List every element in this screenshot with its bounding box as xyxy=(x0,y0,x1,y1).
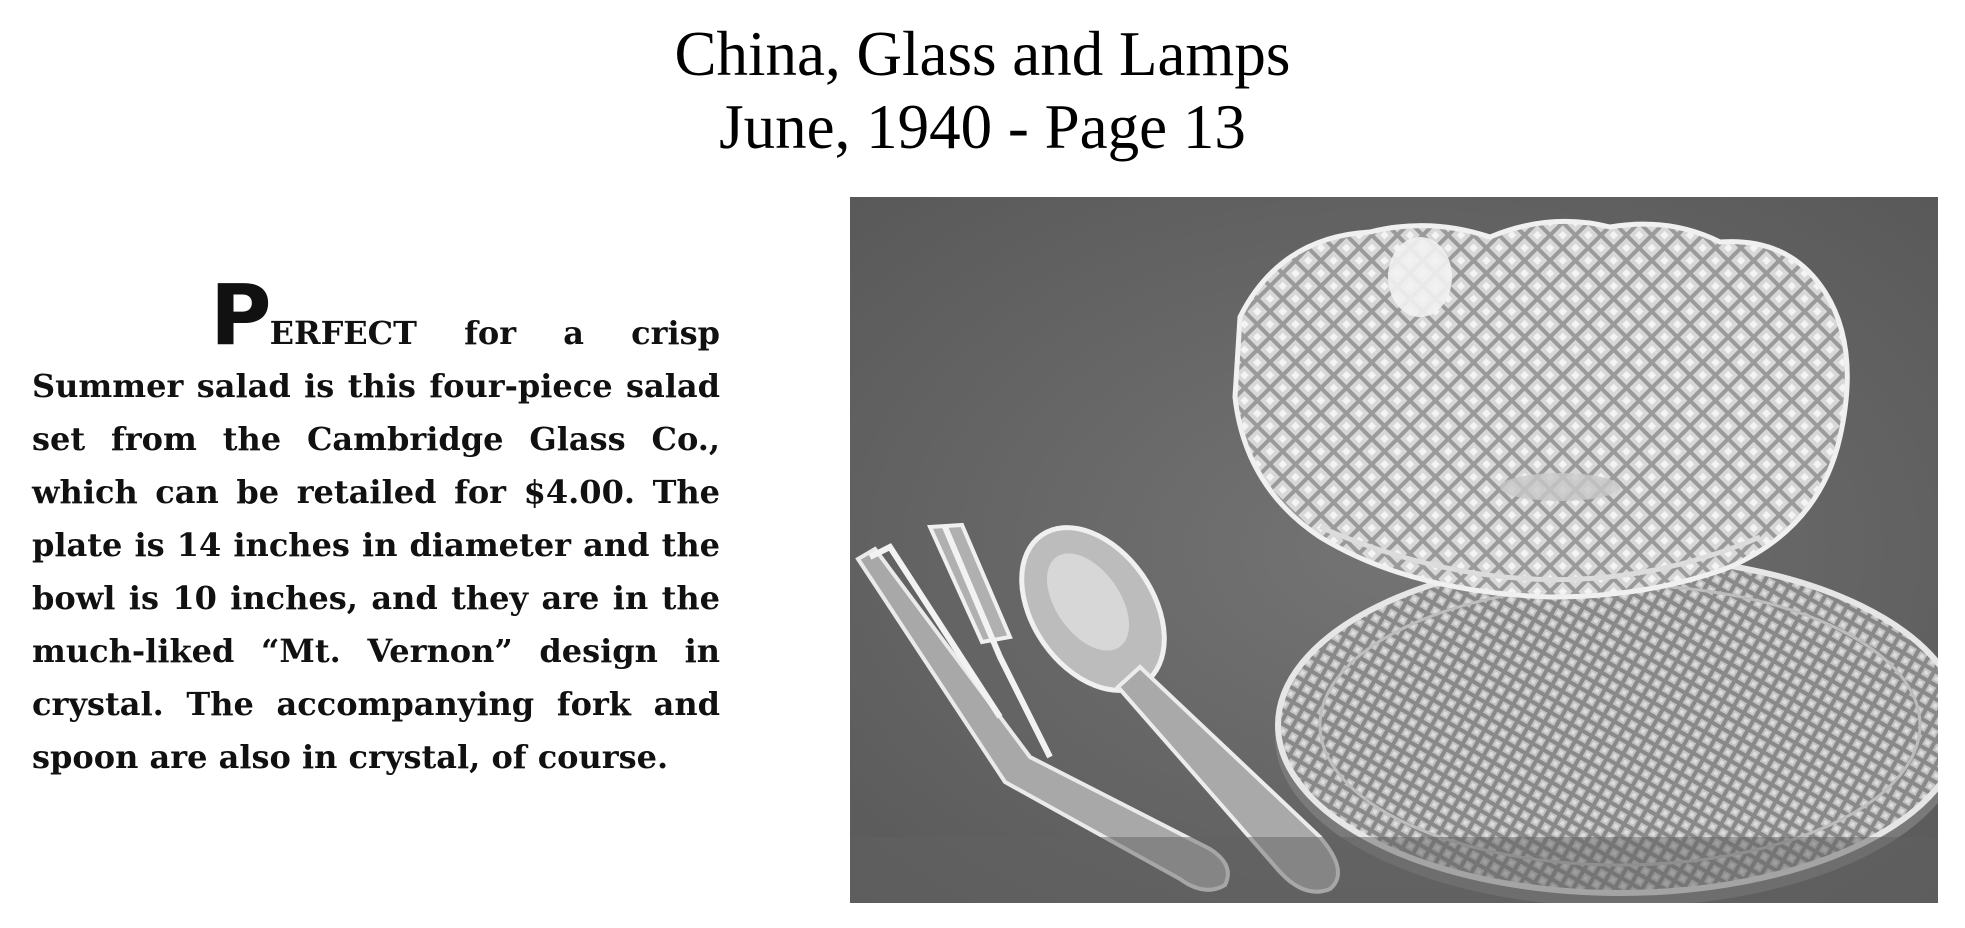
publication-title: China, Glass and Lamps xyxy=(674,19,1291,89)
drop-cap: P xyxy=(210,266,270,364)
product-photo xyxy=(850,197,1938,903)
page-header xyxy=(0,18,1965,164)
glass-bowl xyxy=(1235,221,1847,597)
salad-set-photo-illustration xyxy=(850,197,1938,903)
article-text xyxy=(32,266,720,784)
article-lead-word: ERFECT xyxy=(269,314,417,352)
issue-date-page: June, 1940 - Page 13 xyxy=(719,92,1246,162)
article-body: for a crisp Summer salad is this four-piece salad set from the Cambridge Glass Co., which can be retailed for $4.00. The plate is 14 inches in diameter and the bowl is 10 inches, and they are in the much-liked “Mt. Vernon” design in crystal. The accompanying fork and spoon are also in crystal, of course. xyxy=(32,314,720,776)
